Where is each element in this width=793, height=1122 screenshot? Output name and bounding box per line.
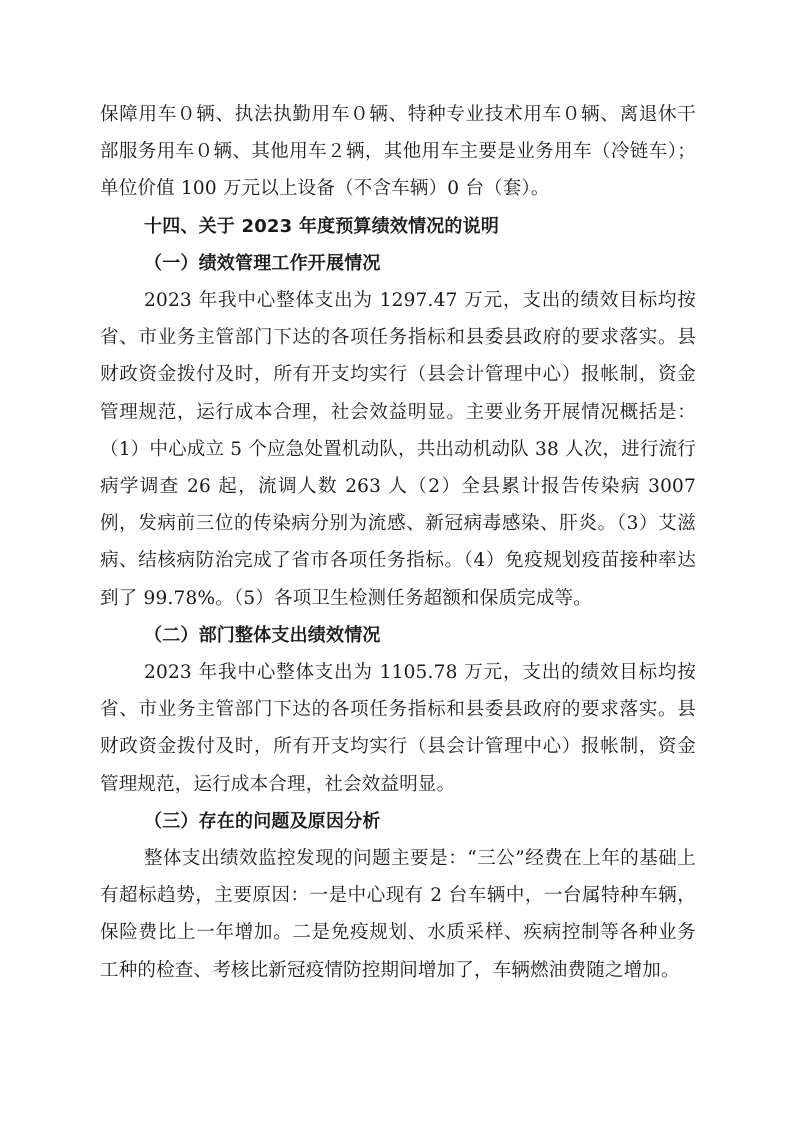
intro-continuation-paragraph: 保障用车０辆、执法执勤用车０辆、特种专业技术用车０辆、离退休干部服务用车０辆、其他用车２辆，其他用车主要是业务用车（冷链车）；单位价值 100 万元以上设备（不含车辆）0 台（套）。: [100, 104, 696, 200]
subsection-2-paragraph: 2023 年我中心整体支出为 1105.78 万元，支出的绩效目标均按省、市业务主管部门下达的各项任务指标和县委县政府的要求落实。县财政资金拨付及时，所有开支均实行（县会计管理中心）报帐制，资金管理规范，运行成本合理，社会效益明显。: [100, 662, 696, 795]
subsection-3-heading: （三）存在的问题及原因分析: [144, 810, 381, 832]
document-body: [100, 96, 696, 989]
subsection-3-paragraph: 整体支出绩效监控发现的问题主要是：“三公”经费在上年的基础上有超标趋势，主要原因：一是中心现有 2 台车辆中，一台属特种车辆，保险费比上一年增加。二是免疫规划、水质采样、疾病控制等各种业务工种的检查、考核比新冠疫情防控期间增加了，车辆燃油费随之增加。: [100, 848, 696, 981]
subsection-1-paragraph: 2023 年我中心整体支出为 1297.47 万元，支出的绩效目标均按省、市业务主管部门下达的各项任务指标和县委县政府的要求落实。县财政资金拨付及时，所有开支均实行（县会计管理中心）报帐制，资金管理规范，运行成本合理，社会效益明显。主要业务开展情况概括是：（1）中心成立 5 个应急处置机动队，共出动机动队 38 人次，进行流行病学调查 26 起，流调人数 263 人（2）全县累计报告传染病 3007 例，发病前三位的传染病分别为流感、新冠病毒感染、肝炎。（3）艾滋病、结核病防治完成了省市各项任务指标。（4）免疫规划疫苗接种率达到了 99.78%。（5）各项卫生检测任务超额和保质完成等。: [100, 290, 696, 609]
subsection-2-heading: （二）部门整体支出绩效情况: [144, 624, 381, 646]
subsection-1-heading: （一）绩效管理工作开展情况: [144, 252, 381, 274]
section-14-heading: 十四、关于 2023 年度预算绩效情况的说明: [144, 215, 500, 237]
